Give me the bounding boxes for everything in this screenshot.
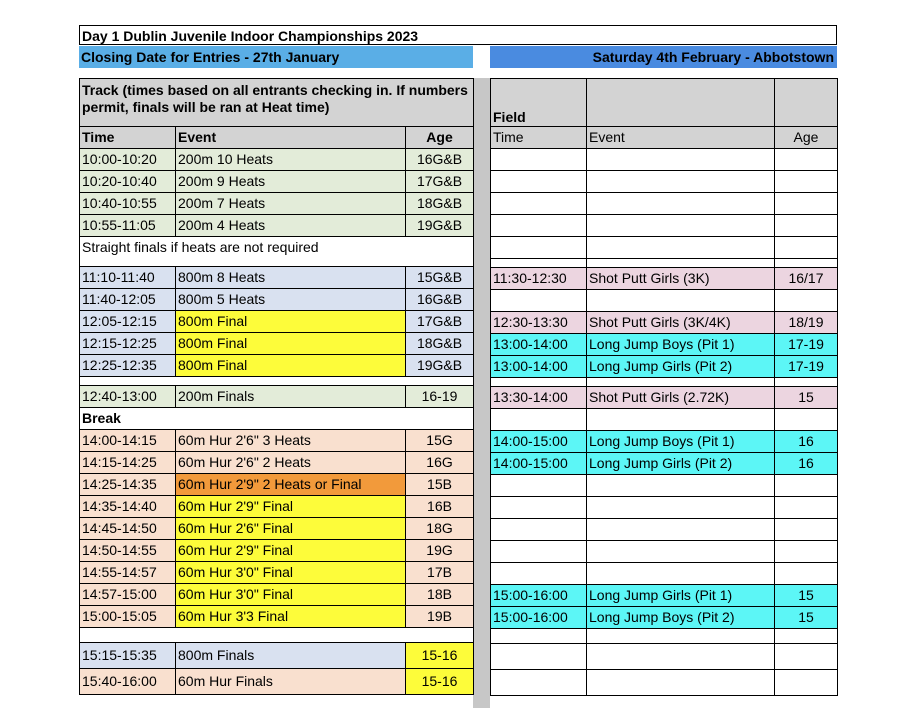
empty-cell [775,193,838,215]
table-row [80,669,474,695]
track-time: 10:00-10:20 [80,149,176,171]
empty-cell [491,378,587,387]
track-age: 15B [406,474,474,496]
table-row [80,171,474,193]
field-age: 16/17 [775,268,838,290]
field-age: 16 [775,453,838,475]
track-time: 14:00-14:15 [80,430,176,452]
table-row [491,431,838,453]
track-col-time: Time [80,127,176,149]
track-time: 12:15-12:25 [80,333,176,355]
empty-cell [491,670,587,696]
track-event: 200m 10 Heats [176,149,406,171]
empty-cell [775,290,838,312]
field-event: Shot Putt Girls (2.72K) [587,387,775,409]
track-time: 14:45-14:50 [80,518,176,540]
empty-cell [491,290,587,312]
field-heading-blank [587,79,775,127]
empty-cell [587,378,775,387]
empty-cell [587,563,775,585]
field-event: Long Jump Boys (Pit 1) [587,431,775,453]
track-time: 14:15-14:25 [80,452,176,474]
track-time: 10:20-10:40 [80,171,176,193]
empty-cell [587,237,775,259]
table-row [80,518,474,540]
empty-cell [587,519,775,541]
empty-cell [491,519,587,541]
spacer [80,377,474,386]
table-row [80,149,474,171]
track-event: 60m Hur 2'6" 3 Heats [176,430,406,452]
empty-cell [775,670,838,696]
table-row [80,452,474,474]
table-row [80,333,474,355]
date-venue-banner: Saturday 4th February - Abbotstown [490,46,837,68]
track-age: 18G [406,518,474,540]
track-event: 800m Final [176,355,406,377]
table-row [491,334,838,356]
track-age: 17B [406,562,474,584]
empty-cell [775,215,838,237]
table-row [491,387,838,409]
empty-cell [491,541,587,563]
track-time: 12:05-12:15 [80,311,176,333]
track-age: 16-19 [406,386,474,408]
field-age: 17-19 [775,356,838,378]
field-event: Long Jump Girls (Pit 2) [587,356,775,378]
track-time: 12:40-13:00 [80,386,176,408]
empty-cell [587,259,775,268]
break-label: Break [80,408,474,430]
empty-cell [587,644,775,670]
track-time: 15:00-15:05 [80,606,176,628]
track-table [79,78,474,695]
track-age: 15G&B [406,267,474,289]
track-event: 200m Finals [176,386,406,408]
empty-cell [587,670,775,696]
table-row [80,193,474,215]
empty-cell [587,149,775,171]
track-age: 19G&B [406,355,474,377]
track-event: 60m Hur 2'9" Final [176,496,406,518]
field-col-event: Event [587,127,775,149]
track-event: 60m Hur 3'0" Final [176,562,406,584]
track-age: 16G&B [406,289,474,311]
empty-cell [491,644,587,670]
track-age: 16B [406,496,474,518]
field-time: 11:30-12:30 [491,268,587,290]
banner-gap [473,46,490,68]
empty-cell [775,519,838,541]
track-age: 16G [406,452,474,474]
track-event: 60m Hur 2'9" 2 Heats or Final [176,474,406,496]
table-row [80,584,474,606]
track-time: 15:15-15:35 [80,643,176,669]
spacer [80,628,474,643]
track-age: 19G&B [406,215,474,237]
empty-cell [775,475,838,497]
track-age: 17G&B [406,171,474,193]
empty-cell [491,497,587,519]
empty-cell [491,409,587,431]
straight-finals-note: Straight finals if heats are not required [80,237,474,259]
empty-cell [491,563,587,585]
track-event: 200m 9 Heats [176,171,406,193]
empty-cell [587,171,775,193]
field-table [490,78,838,696]
track-time: 14:25-14:35 [80,474,176,496]
track-age: 17G&B [406,311,474,333]
track-age: 19B [406,606,474,628]
field-event: Shot Putt Girls (3K) [587,268,775,290]
field-time: 14:00-15:00 [491,431,587,453]
empty-cell [775,541,838,563]
track-event: 60m Hur 2'9" Final [176,540,406,562]
track-event: 60m Hur 2'6" Final [176,518,406,540]
empty-cell [587,475,775,497]
table-row [80,215,474,237]
field-time: 13:00-14:00 [491,334,587,356]
table-row [80,562,474,584]
field-time: 15:00-16:00 [491,585,587,607]
track-time: 15:40-16:00 [80,669,176,695]
track-age: 15-16 [406,643,474,669]
table-row [80,267,474,289]
empty-cell [491,215,587,237]
track-time: 11:10-11:40 [80,267,176,289]
field-age: 15 [775,387,838,409]
track-event: 60m Hur 2'6" 2 Heats [176,452,406,474]
field-time: 15:00-16:00 [491,607,587,629]
empty-cell [775,259,838,268]
track-age: 19G [406,540,474,562]
empty-cell [775,171,838,193]
page-title: Day 1 Dublin Juvenile Indoor Championships 2023 [79,25,837,45]
empty-cell [587,629,775,644]
table-row [491,453,838,475]
track-age: 16G&B [406,149,474,171]
field-heading-blank [775,79,838,127]
table-row [491,268,838,290]
track-time: 14:50-14:55 [80,540,176,562]
track-event: 60m Hur Finals [176,669,406,695]
empty-cell [491,629,587,644]
table-row [80,289,474,311]
track-event: 800m 5 Heats [176,289,406,311]
empty-cell [587,290,775,312]
empty-cell [775,149,838,171]
empty-cell [491,193,587,215]
track-event: 800m Finals [176,643,406,669]
empty-cell [491,237,587,259]
field-event: Long Jump Boys (Pit 2) [587,607,775,629]
track-event: 800m Final [176,333,406,355]
track-age: 18B [406,584,474,606]
field-age: 18/19 [775,312,838,334]
field-event: Long Jump Girls (Pit 2) [587,453,775,475]
field-time: 13:30-14:00 [491,387,587,409]
track-event: 60m Hur 3'3 Final [176,606,406,628]
track-time: 10:55-11:05 [80,215,176,237]
field-age: 17-19 [775,334,838,356]
table-row [80,474,474,496]
track-time: 14:35-14:40 [80,496,176,518]
track-col-age: Age [406,127,474,149]
table-row [491,356,838,378]
track-event: 60m Hur 3'0" Final [176,584,406,606]
table-row [491,585,838,607]
table-row [80,540,474,562]
table-row [80,496,474,518]
field-age: 15 [775,607,838,629]
empty-cell [775,497,838,519]
field-col-time: Time [491,127,587,149]
track-time: 11:40-12:05 [80,289,176,311]
empty-cell [587,541,775,563]
table-row [80,643,474,669]
track-age: 15-16 [406,669,474,695]
table-row [80,430,474,452]
field-col-age: Age [775,127,838,149]
track-heading: Track (times based on all entrants checking in. If numbers permit, finals will be ran at Heat time) [80,79,474,127]
empty-cell [775,629,838,644]
table-row [80,355,474,377]
field-event: Long Jump Boys (Pit 1) [587,334,775,356]
track-event: 800m 8 Heats [176,267,406,289]
field-time: 12:30-13:30 [491,312,587,334]
empty-cell [491,171,587,193]
empty-cell [775,644,838,670]
track-time: 12:25-12:35 [80,355,176,377]
spacer [80,258,474,267]
table-row [80,386,474,408]
track-col-event: Event [176,127,406,149]
track-age: 18G&B [406,333,474,355]
field-age: 15 [775,585,838,607]
closing-date-banner: Closing Date for Entries - 27th January [79,46,473,68]
column-separator [473,78,490,708]
empty-cell [491,475,587,497]
field-time: 14:00-15:00 [491,453,587,475]
track-age: 15G [406,430,474,452]
track-time: 14:55-14:57 [80,562,176,584]
field-time: 13:00-14:00 [491,356,587,378]
track-event: 800m Final [176,311,406,333]
field-heading: Field [491,79,587,127]
empty-cell [587,409,775,431]
track-event: 200m 7 Heats [176,193,406,215]
table-row [80,606,474,628]
track-time: 14:57-15:00 [80,584,176,606]
empty-cell [587,215,775,237]
empty-cell [775,237,838,259]
empty-cell [775,563,838,585]
empty-cell [491,149,587,171]
track-age: 18G&B [406,193,474,215]
empty-cell [587,497,775,519]
empty-cell [587,193,775,215]
empty-cell [775,409,838,431]
empty-cell [775,378,838,387]
field-event: Long Jump Girls (Pit 1) [587,585,775,607]
table-row [491,312,838,334]
table-row [80,311,474,333]
track-time: 10:40-10:55 [80,193,176,215]
empty-cell [491,259,587,268]
field-event: Shot Putt Girls (3K/4K) [587,312,775,334]
track-event: 200m 4 Heats [176,215,406,237]
table-row [491,607,838,629]
field-age: 16 [775,431,838,453]
